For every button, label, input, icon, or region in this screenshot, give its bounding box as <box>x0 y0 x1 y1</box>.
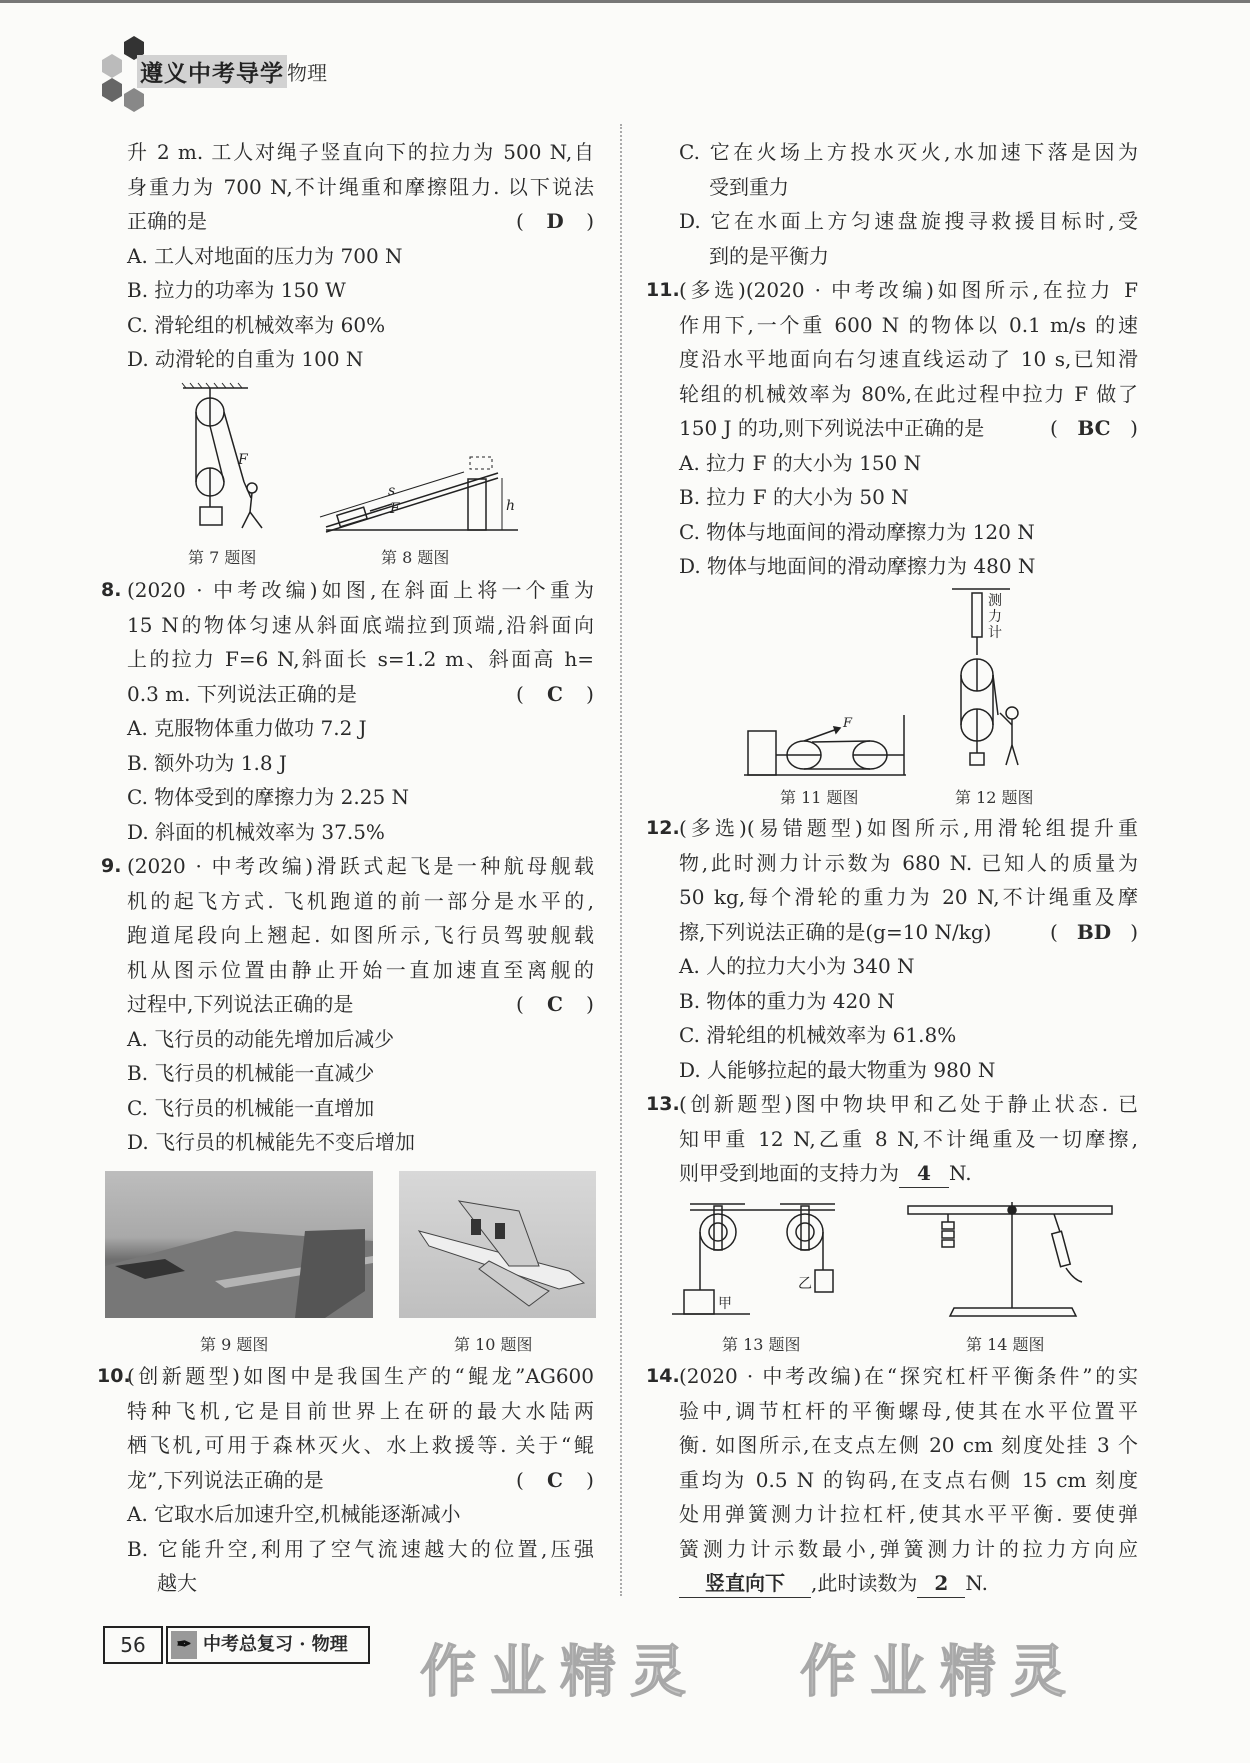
figure-9-carrier-photo <box>105 1171 373 1318</box>
option-d: D. 动滑轮的自重为 100 N <box>127 347 364 371</box>
height-label: h <box>506 498 516 514</box>
figure-14-caption: 第 14 题图 <box>966 1335 1045 1354</box>
questions-8-9 <box>101 573 594 1160</box>
option-d: D. 斜面的机械效率为 37.5% <box>127 819 385 844</box>
option-b: B. 拉力 F 的大小为 50 N <box>679 485 909 509</box>
figure-9-caption: 第 9 题图 <box>200 1335 269 1354</box>
book-title: 遵义中考导学 <box>137 55 287 88</box>
option-b: B. 物体的重力为 420 N <box>679 988 895 1013</box>
figure-10-caption: 第 10 题图 <box>454 1335 533 1354</box>
stem-line <box>101 849 594 884</box>
stem-line: 验中,调节杠杆的平衡螺母,使其在水平位置平 <box>679 1398 1138 1423</box>
paren-close: ) <box>1130 416 1138 440</box>
stem-line <box>646 811 1138 846</box>
stem-line: 重均为 0.5 N 的钩码,在支点右侧 15 cm 刻度 <box>679 1467 1138 1492</box>
figure-13-pulley-blocks-diagram <box>670 1200 880 1318</box>
question-number: 8. <box>101 579 122 601</box>
stem-answer-line <box>127 204 594 239</box>
meter-label: 力 <box>988 609 1002 625</box>
question-number: 14. <box>646 1365 680 1387</box>
stem-line <box>646 1087 1138 1122</box>
option-c: C. 滑轮组的机械效率为 60% <box>127 312 386 337</box>
stem-line: 簧测力计示数最小,弹簧测力计的拉力方向应 <box>679 1536 1138 1561</box>
paren-close: ) <box>586 992 594 1016</box>
option-b: B. 额外功为 1.8 J <box>127 750 287 775</box>
paren-open: ( <box>516 992 524 1016</box>
question-number: 9. <box>101 855 122 877</box>
force-label: F <box>390 501 400 517</box>
figure-12-caption: 第 12 题图 <box>955 788 1034 807</box>
figure-12-spring-scale-pulley-diagram <box>950 585 1040 785</box>
option-c: C. 滑轮组的机械效率为 61.8% <box>679 1023 957 1047</box>
paren-open: ( <box>516 681 524 706</box>
question-14 <box>646 1359 1138 1601</box>
stem-line: 150 J 的功,则下列说法中正确的是 <box>679 416 985 440</box>
figure-13-caption: 第 13 题图 <box>722 1335 801 1354</box>
question-number: 11. <box>646 279 680 301</box>
figure-8-caption: 第 8 题图 <box>381 548 450 567</box>
scan-top-edge <box>0 0 1250 3</box>
answer-blank-reading: 2 <box>917 1569 965 1598</box>
stem-line: 知甲重 12 N,乙重 8 N,不计绳重及一切摩擦, <box>679 1126 1138 1151</box>
stem-line: 处用弹簧测力计拉杠杆,使其水平平衡. 要使弹 <box>679 1502 1138 1526</box>
stem-line: 特种飞机,它是目前世界上在研的最大水陆两 <box>127 1398 594 1423</box>
paren-close: ) <box>586 209 594 233</box>
force-label: F <box>843 716 853 731</box>
figure-11-horizontal-pulley-diagram <box>742 695 912 781</box>
block-yi-label: 乙 <box>798 1276 812 1292</box>
stem-text: (2020 · 中考改编)在“探究杠杆平衡条件”的实 <box>679 1364 1138 1388</box>
paren-open: ( <box>516 209 524 233</box>
answer: D <box>546 209 564 233</box>
stem-text: (2020 · 中考改编)如图,在斜面上将一个重为 <box>127 578 594 602</box>
answer-bracket <box>516 677 594 712</box>
stem-line: 擦,下列说法正确的是(g=10 N/kg) <box>679 919 992 944</box>
option-c: C. 飞行员的机械能一直增加 <box>127 1095 375 1120</box>
option-a: A. 人的拉力大小为 340 N <box>679 954 915 978</box>
option-d: D. 物体与地面间的滑动摩擦力为 480 N <box>679 554 1036 578</box>
question-7 <box>127 135 594 377</box>
paren-open: ( <box>516 1467 524 1492</box>
stem-line: 机的起飞方式. 飞机跑道的前一部分是水平的, <box>127 888 594 913</box>
option-c-continued: 受到重力 <box>709 174 789 199</box>
stem-line: 机从图示位置由静止开始一直加速直至离舰的 <box>127 957 594 982</box>
option-b: B. 飞行员的机械能一直减少 <box>127 1061 375 1085</box>
figure-8-incline-diagram <box>318 455 523 535</box>
question-number: 12. <box>646 817 680 839</box>
answer-blank: 4 <box>899 1159 949 1188</box>
option-b: B. 拉力的功率为 150 W <box>127 278 346 302</box>
paren-open: ( <box>1050 416 1058 440</box>
option-c: C. 物体与地面间的滑动摩擦力为 120 N <box>679 519 1035 544</box>
unit: N. <box>965 1571 988 1595</box>
answer: BD <box>1076 919 1112 944</box>
paren-close: ) <box>586 1467 594 1492</box>
book-logo-icon: ✒ <box>171 1631 197 1659</box>
option-b-continued: 越大 <box>157 1571 197 1595</box>
figure-14-lever-diagram <box>904 1200 1116 1318</box>
stem-text: (多选)(易错题型)如图所示,用滑轮组提升重 <box>679 816 1138 840</box>
figure-7-pulley-diagram <box>178 382 278 537</box>
option-b: B. 它能升空,利用了空气流速越大的位置,压强 <box>127 1536 594 1561</box>
answer: C <box>547 681 563 706</box>
watermark: 作业精灵 <box>800 1640 1080 1705</box>
answer: C <box>547 1467 563 1492</box>
questions-12-13 <box>646 811 1138 1191</box>
stem-text: (多选)(2020 · 中考改编)如图所示,在拉力 F <box>679 278 1138 302</box>
stem-line: 衡. 如图所示,在支点左侧 20 cm 刻度处挂 3 个 <box>679 1433 1138 1457</box>
answer-bracket <box>1050 915 1138 950</box>
footer-title-text: 中考总复习 · 物理 <box>203 1634 348 1655</box>
stem-line: 龙”,下列说法正确的是 <box>127 1467 324 1492</box>
stem-text: ,此时读数为 <box>811 1571 918 1595</box>
unit: N. <box>949 1161 972 1185</box>
answer-bracket <box>516 204 594 239</box>
stem-text: (创新题型)如图中是我国生产的“鲲龙”AG600 <box>127 1364 594 1388</box>
answer-bracket <box>516 1463 594 1498</box>
stem-line: 上的拉力 F=6 N,斜面长 s=1.2 m、斜面高 h= <box>127 647 594 671</box>
stem-line: 物,此时测力计示数为 680 N. 已知人的质量为 <box>679 850 1138 875</box>
option-d: D. 它在水面上方匀速盘旋搜寻救援目标时,受 <box>679 209 1138 233</box>
option-d-continued: 到的是平衡力 <box>709 243 829 268</box>
stem-line: 作用下,一个重 600 N 的物体以 0.1 m/s 的速 <box>679 312 1138 337</box>
question-10 <box>97 1359 594 1601</box>
questions-10-11 <box>646 135 1138 584</box>
paren-close: ) <box>1130 919 1138 944</box>
column-divider <box>620 124 622 1596</box>
stem-line: 栖飞机,可用于森林灭火、水上救援等. 关于“鲲 <box>127 1433 594 1457</box>
stem-answer-line <box>127 1463 594 1498</box>
stem-answer-line <box>127 987 594 1022</box>
option-d: D. 人能够拉起的最大物重为 980 N <box>679 1057 996 1082</box>
option-a: A. 飞行员的动能先增加后减少 <box>127 1026 395 1051</box>
stem-line: 身重力为 700 N,不计绳重和摩擦阻力. 以下说法 <box>127 174 594 199</box>
stem-line: 过程中,下列说法正确的是 <box>127 992 354 1016</box>
stem-text: (2020 · 中考改编)滑跃式起飞是一种航母舰载 <box>127 854 594 878</box>
option-a: A. 拉力 F 的大小为 150 N <box>679 450 922 475</box>
option-d: D. 飞行员的机械能先不变后增加 <box>127 1130 416 1154</box>
stem-line: 升 2 m. 工人对绳子竖直向下的拉力为 500 N,自 <box>127 140 594 164</box>
stem-text: (创新题型)图中物块甲和乙处于静止状态. 已 <box>679 1092 1138 1116</box>
option-a: A. 工人对地面的压力为 700 N <box>127 243 403 268</box>
answer-bracket <box>1050 411 1138 446</box>
block-jia-label: 甲 <box>718 1296 732 1312</box>
stem-line <box>101 573 594 608</box>
stem-line: 0.3 m. 下列说法正确的是 <box>127 681 357 706</box>
stem-line: 轮组的机械效率为 80%,在此过程中拉力 F 做了 <box>679 381 1138 406</box>
meter-label: 测 <box>988 593 1002 609</box>
distance-label: s <box>388 483 396 499</box>
stem-line <box>646 273 1138 308</box>
option-a: A. 克服物体重力做功 7.2 J <box>127 716 367 740</box>
watermark: 作业精灵 <box>420 1640 700 1705</box>
paren-close: ) <box>586 681 594 706</box>
page-number: 56 <box>103 1626 163 1664</box>
answer-blank-direction: 竖直向下 <box>679 1569 811 1598</box>
stem-line: 15 N的物体匀速从斜面底端拉到顶端,沿斜面向 <box>127 612 594 637</box>
force-label: F <box>238 452 248 468</box>
question-number: 10. <box>97 1365 131 1387</box>
footer-series-title <box>166 1626 370 1664</box>
stem-answer-line <box>127 677 594 712</box>
stem-line: 跑道尾段向上翘起. 如图所示,飞行员驾驶舰载 <box>127 923 594 947</box>
stem-line: 度沿水平地面向右匀速直线运动了 10 s,已知滑 <box>679 347 1138 371</box>
stem-text: 则甲受到地面的支持力为 <box>679 1161 899 1185</box>
fill-blank-line <box>679 1156 1138 1191</box>
option-a: A. 它取水后加速升空,机械能逐渐减小 <box>127 1502 461 1526</box>
paren-open: ( <box>1050 919 1058 944</box>
option-c: C. 物体受到的摩擦力为 2.25 N <box>127 785 410 809</box>
fill-blank-line <box>679 1566 1138 1601</box>
stem-line: 50 kg,每个滑轮的重力为 20 N,不计绳重及摩 <box>679 885 1138 909</box>
question-number: 13. <box>646 1093 680 1115</box>
meter-label: 计 <box>988 625 1002 641</box>
option-c: C. 它在火场上方投水灭火,水加速下落是因为 <box>679 140 1138 164</box>
answer: BC <box>1077 416 1111 440</box>
stem-answer-line <box>679 411 1138 446</box>
stem-line: 正确的是 <box>127 209 207 233</box>
figure-10-seaplane-photo <box>399 1171 596 1318</box>
figure-11-caption: 第 11 题图 <box>780 788 859 807</box>
figure-7-caption: 第 7 题图 <box>188 548 257 567</box>
answer: C <box>547 992 563 1016</box>
subject-label: 物理 <box>287 61 327 85</box>
stem-line <box>646 1359 1138 1394</box>
stem-line <box>97 1359 594 1394</box>
answer-bracket <box>516 987 594 1022</box>
stem-answer-line <box>679 915 1138 950</box>
